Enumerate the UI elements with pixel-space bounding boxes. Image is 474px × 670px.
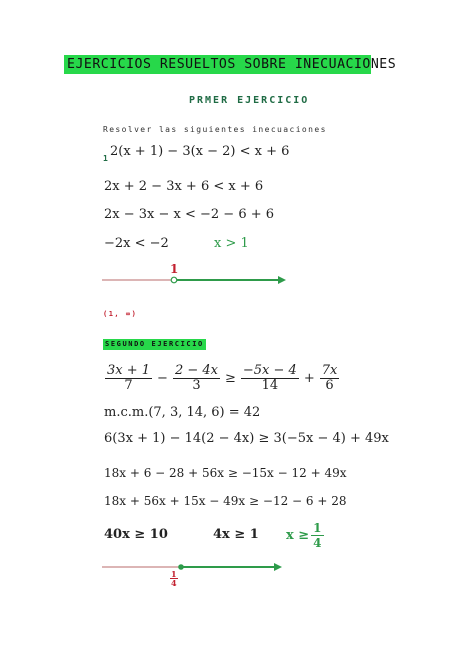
exercise2-number-line xyxy=(100,558,290,578)
fraction: $\frac{3x + 1}{7}$ xyxy=(107,363,151,393)
exercise1-line3: 2x − 3x − x < −2 − 6 + 6 xyxy=(104,207,275,222)
open-point-icon xyxy=(171,277,177,283)
exercise1-line1: 2(x + 1) − 3(x − 2) < x + 6 xyxy=(110,144,290,159)
exercise2-line3: 6(3x + 1) − 14(2 − 4x) ≥ 3(−5x − 4) + 49x xyxy=(104,431,389,446)
arrow-right-icon xyxy=(278,276,286,284)
exercise1-interval: (1, ∞) xyxy=(103,310,138,318)
exercise2-heading: SEGUNDO EJERCICIO xyxy=(105,340,204,348)
exercise2-step-b: 4x ≥ 1 xyxy=(213,527,259,542)
exercise2-point-label: 1 4 xyxy=(171,569,177,588)
arrow-right-icon xyxy=(274,563,282,571)
exercise2-result: x ≥ $\frac{1}{4}$ xyxy=(286,521,322,550)
exercise2-line1: $\frac{3x + 1}{7}$ − $\frac{2 - 4x}{3}$ ≥ $\frac{-5x - 4}{14}$ + $\frac{7x}{6}$ xyxy=(107,363,338,393)
exercise2-line4: 18x + 6 − 28 + 56x ≥ −15x − 12 + 49x xyxy=(104,466,347,480)
exercise1-line2: 2x + 2 − 3x + 6 < x + 6 xyxy=(104,179,264,194)
exercise1-result: x > 1 xyxy=(214,236,249,251)
exercise2-lcm: m.c.m.(7, 3, 14, 6) = 42 xyxy=(104,405,261,420)
page-title: EJERCICIOS RESUELTOS SOBRE INECUACIONES xyxy=(64,55,371,74)
exercise1-number-line xyxy=(100,262,290,292)
fraction: $\frac{2 - 4x}{3}$ xyxy=(174,363,218,393)
exercise1-point-label: 1 xyxy=(170,262,179,276)
fraction: $\frac{7x}{6}$ xyxy=(321,363,338,393)
fraction: $\frac{-5x - 4}{14}$ xyxy=(242,363,297,393)
exercise2-line5: 18x + 56x + 15x − 49x ≥ −12 − 6 + 28 xyxy=(104,494,347,508)
closed-point-icon xyxy=(178,564,184,570)
exercise1-number: 1 xyxy=(103,154,108,163)
exercise1-intro: Resolver las siguientes inecuaciones xyxy=(103,125,327,134)
exercise1-line4: −2x < −2 xyxy=(104,236,169,251)
exercise1-heading: PRMER EJERCICIO xyxy=(189,95,310,106)
exercise2-step-a: 40x ≥ 10 xyxy=(104,527,168,542)
